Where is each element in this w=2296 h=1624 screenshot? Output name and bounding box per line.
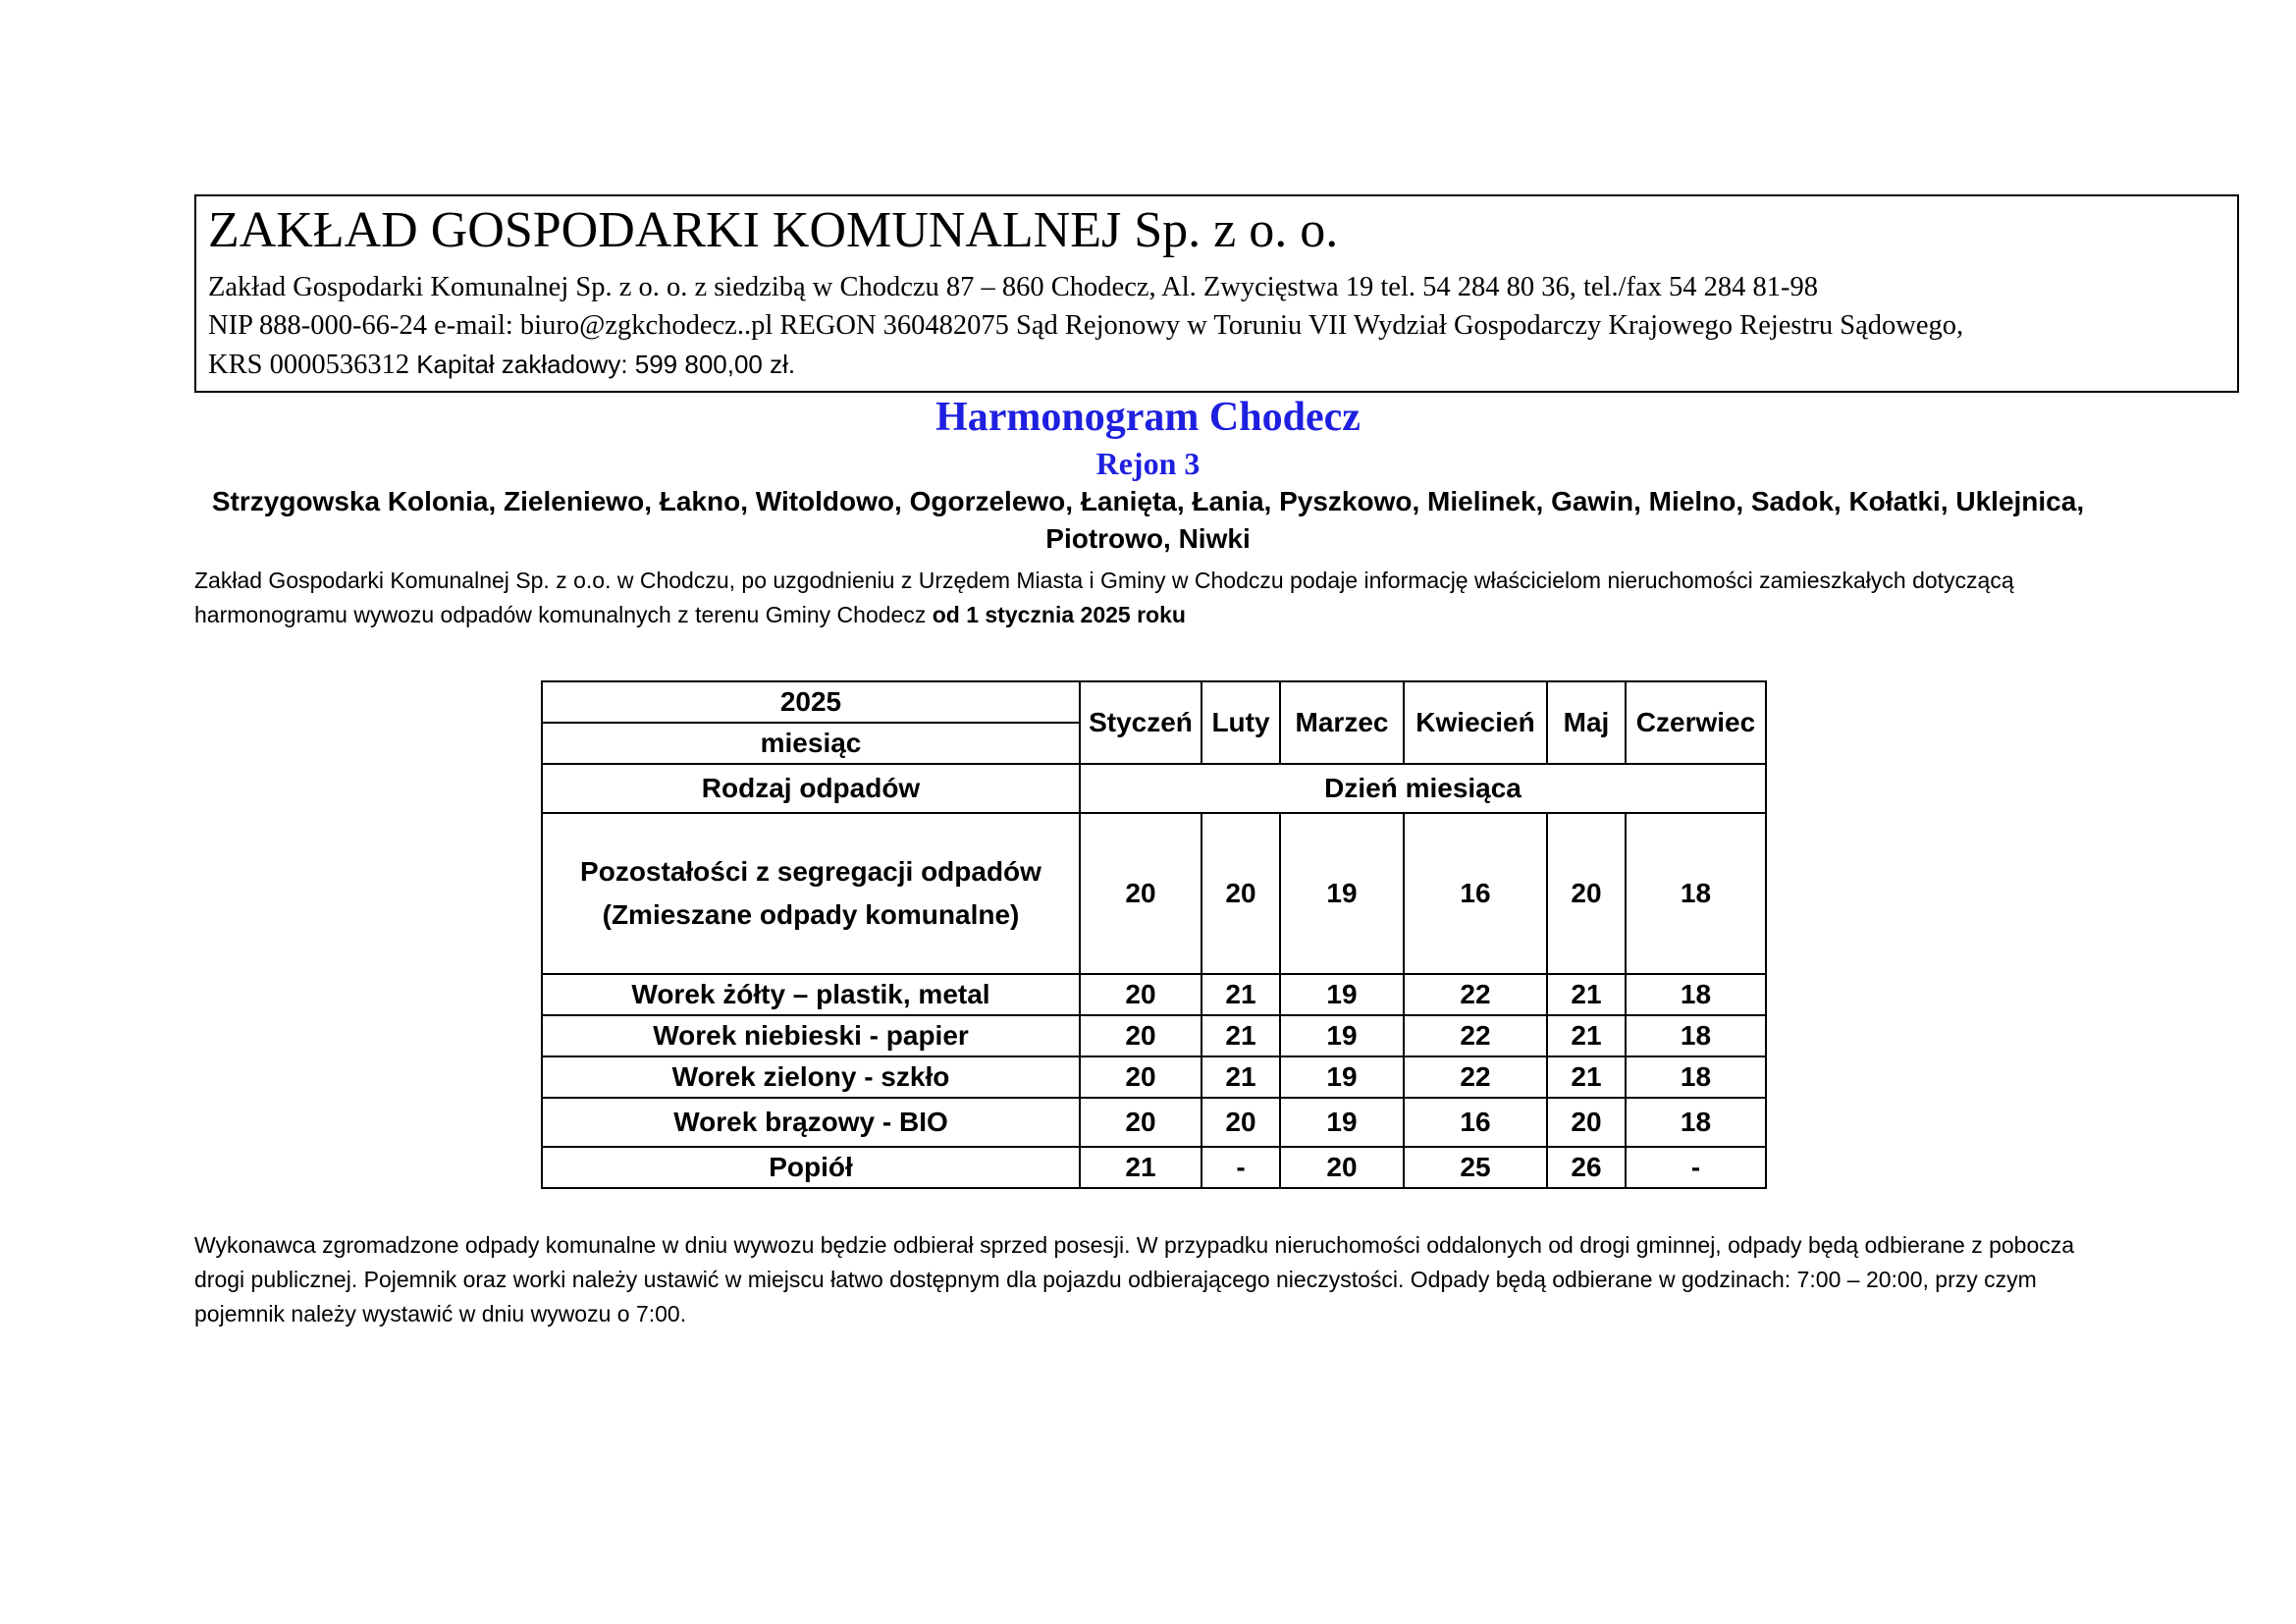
day-cell: 16 xyxy=(1404,813,1547,974)
waste-type-cell: Worek zielony - szkło xyxy=(542,1056,1080,1098)
day-cell: 18 xyxy=(1626,974,1766,1015)
day-cell: - xyxy=(1201,1147,1280,1188)
month-header: Luty xyxy=(1201,681,1280,764)
month-header: Marzec xyxy=(1280,681,1404,764)
day-cell: 22 xyxy=(1404,1015,1547,1056)
company-address-line: Zakład Gospodarki Komunalnej Sp. z o. o. z siedzibą w Chodczu 87 – 860 Chodecz, Al. Zwycięstwa 19 tel. 54 284 80 36, tel./fax 54 284 81-98 xyxy=(208,272,1819,302)
month-header: Maj xyxy=(1547,681,1626,764)
day-cell: 20 xyxy=(1280,1147,1404,1188)
krs-number: KRS 0000536312 xyxy=(208,350,410,380)
day-cell: 18 xyxy=(1626,1056,1766,1098)
day-cell: 20 xyxy=(1547,813,1626,974)
day-of-month-header: Dzień miesiąca xyxy=(1080,764,1766,813)
waste-type-line: (Zmieszane odpady komunalne) xyxy=(602,899,1020,930)
month-header: Kwiecień xyxy=(1404,681,1547,764)
day-cell: 18 xyxy=(1626,1015,1766,1056)
day-cell: 20 xyxy=(1080,1056,1201,1098)
table-row xyxy=(542,1056,1766,1098)
company-krs-line xyxy=(208,349,795,382)
localities-list: Strzygowska Kolonia, Zieleniewo, Łakno, Witoldowo, Ogorzelewo, Łanięta, Łania, Pyszkowo, Mielinek, Gawin, Mielno, Sadok, Kołatki, Uklejnica, Piotrowo, Niwki xyxy=(211,486,2085,554)
day-cell: 19 xyxy=(1280,1015,1404,1056)
day-cell: 20 xyxy=(1201,813,1280,974)
table-row xyxy=(542,1147,1766,1188)
day-cell: 19 xyxy=(1280,1098,1404,1147)
day-cell: 26 xyxy=(1547,1147,1626,1188)
company-header-box xyxy=(194,194,2239,393)
day-cell: 21 xyxy=(1201,1056,1280,1098)
month-header: Styczeń xyxy=(1080,681,1201,764)
waste-type-header: Rodzaj odpadów xyxy=(542,764,1080,813)
share-capital: Kapitał zakładowy: 599 800,00 zł. xyxy=(416,350,796,379)
day-cell: 18 xyxy=(1626,1098,1766,1147)
waste-type-cell xyxy=(542,813,1080,974)
day-cell: 20 xyxy=(1080,1015,1201,1056)
day-cell: 20 xyxy=(1080,974,1201,1015)
company-registry-line: NIP 888-000-66-24 e-mail: biuro@zgkchodecz..pl REGON 360482075 Sąd Rejonowy w Toruniu VII Wydział Gospodarczy Krajowego Rejestru Sądowego, xyxy=(208,310,1964,341)
day-cell: 20 xyxy=(1201,1098,1280,1147)
day-cell: 20 xyxy=(1080,1098,1201,1147)
day-cell: 21 xyxy=(1547,1056,1626,1098)
month-label-cell: miesiąc xyxy=(542,723,1080,764)
year-cell: 2025 xyxy=(542,681,1080,723)
day-cell: 19 xyxy=(1280,974,1404,1015)
day-cell: 18 xyxy=(1626,813,1766,974)
waste-type-cell: Worek żółty – plastik, metal xyxy=(542,974,1080,1015)
day-cell: 21 xyxy=(1547,974,1626,1015)
day-cell: 19 xyxy=(1280,813,1404,974)
waste-type-cell: Worek brązowy - BIO xyxy=(542,1098,1080,1147)
region-subtitle: Rejon 3 xyxy=(1095,446,1201,481)
day-cell: 22 xyxy=(1404,974,1547,1015)
day-cell: 20 xyxy=(1547,1098,1626,1147)
day-cell: 21 xyxy=(1080,1147,1201,1188)
month-header: Czerwiec xyxy=(1626,681,1766,764)
intro-text: Zakład Gospodarki Komunalnej Sp. z o.o. w Chodczu, po uzgodnieniu z Urzędem Miasta i Gminy w Chodczu podaje informację właścicielom nieruchomości zamieszkałych dotyczącą harmonogramu wywozu odpadów komunalnych z terenu Gminy Chodecz xyxy=(194,568,2014,627)
day-cell: 25 xyxy=(1404,1147,1547,1188)
waste-type-cell: Worek niebieski - papier xyxy=(542,1015,1080,1056)
company-title: ZAKŁAD GOSPODARKI KOMUNALNEJ Sp. z o. o. xyxy=(208,202,1339,258)
day-cell: 22 xyxy=(1404,1056,1547,1098)
day-cell: 21 xyxy=(1547,1015,1626,1056)
intro-paragraph xyxy=(194,564,2158,632)
day-cell: 19 xyxy=(1280,1056,1404,1098)
waste-type-cell: Popiół xyxy=(542,1147,1080,1188)
day-cell: 20 xyxy=(1080,813,1201,974)
table-row xyxy=(542,813,1766,974)
waste-type-line: Pozostałości z segregacji odpadów xyxy=(580,856,1041,887)
day-cell: 21 xyxy=(1201,974,1280,1015)
table-row xyxy=(542,1015,1766,1056)
day-cell: 16 xyxy=(1404,1098,1547,1147)
collection-schedule-table xyxy=(541,680,1767,1189)
table-row xyxy=(542,974,1766,1015)
day-cell: - xyxy=(1626,1147,1766,1188)
day-cell: 21 xyxy=(1201,1015,1280,1056)
page-title: Harmonogram Chodecz xyxy=(935,395,1361,440)
table-row xyxy=(542,1098,1766,1147)
intro-effective-date: od 1 stycznia 2025 roku xyxy=(932,602,1186,627)
footer-note: Wykonawca zgromadzone odpady komunalne w dniu wywozu będzie odbierał sprzed posesji. W przypadku nieruchomości oddalonych od drogi gminnej, odpady będą odbierane z pobocza drogi publicznej. Pojemnik oraz worki należy ustawić w miejscu łatwo dostępnym dla pojazdu odbierającego nieczystości. Odpady będą odbierane w godzinach: 7:00 – 20:00, przy czym pojemnik należy wystawić w dniu wywozu o 7:00. xyxy=(194,1232,2075,1326)
